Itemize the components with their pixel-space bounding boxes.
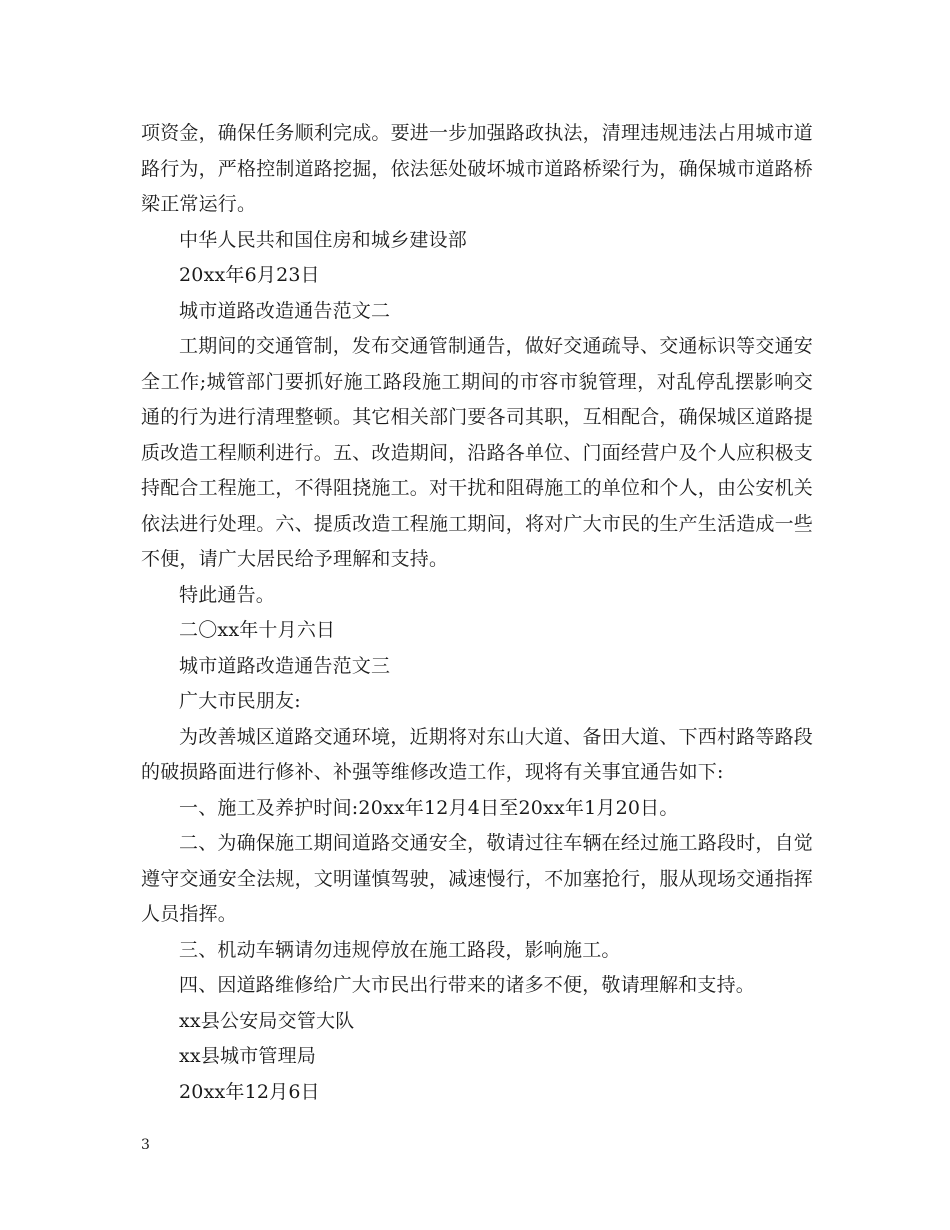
- document-body: [141, 116, 813, 1110]
- issuer-traffic-police: xx县公安局交管大队: [179, 1009, 355, 1032]
- paragraph-introduction: 为改善城区道路交通环境，近期将对东山大道、备田大道、下西村路等路段的破损路面进行修补、补强等维修改造工作，现将有关事宜通告如下:: [141, 725, 813, 783]
- issue-date-2: 二〇xx年十月六日: [179, 619, 336, 641]
- notice-closing: 特此通告。: [179, 583, 276, 606]
- issue-date-3: 20xx年12月6日: [179, 1080, 320, 1103]
- paragraph-traffic-control: 工期间的交通管制，发布交通管制通告，做好交通疏导、交通标识等交通安全工作;城管部门要抓好施工路段施工期间的市容市貌管理，对乱停乱摆影响交通的行为进行清理整顿。其它相关部门要各司其职，互相配合，确保城区道路提质改造工程顺利进行。五、改造期间，沿路各单位、门面经营户及个人应积极支持配合工程施工，不得阻挠施工。对干扰和阻碍施工的单位和个人，由公安机关依法进行处理。六、提质改造工程施工期间，将对广大市民的生产生活造成一些不便，请广大居民给予理解和支持。: [141, 335, 814, 570]
- paragraph-funding-continuation: 项资金，确保任务顺利完成。要进一步加强路政执法，清理违规违法占用城市道路行为，严格控制道路挖掘，依法惩处破坏城市道路桥梁行为，确保城市道路桥梁正常运行。: [141, 122, 814, 215]
- section-heading-3: 城市道路改造通告范文三: [179, 654, 391, 677]
- item-apology: 四、因道路维修给广大市民出行带来的诸多不便，敬请理解和支持。: [179, 974, 756, 996]
- item-no-parking: 三、机动车辆请勿违规停放在施工路段，影响施工。: [179, 938, 621, 961]
- item-construction-time: 一、施工及养护时间:20xx年12月4日至20xx年1月20日。: [179, 796, 679, 819]
- section-heading-2: 城市道路改造通告范文二: [179, 299, 391, 322]
- item-traffic-safety: 二、为确保施工期间道路交通安全，敬请过往车辆在经过施工路段时，自觉遵守交通安全法规，文明谨慎驾驶，减速慢行，不加塞抢行，服从现场交通指挥人员指挥。: [141, 832, 814, 925]
- page-number: 3: [141, 1137, 150, 1153]
- issuer-ministry: 中华人民共和国住房和城乡建设部: [179, 228, 468, 251]
- salutation: 广大市民朋友:: [179, 690, 301, 712]
- issuer-urban-management: xx县城市管理局: [179, 1045, 317, 1067]
- issue-date-1: 20xx年6月23日: [179, 264, 320, 286]
